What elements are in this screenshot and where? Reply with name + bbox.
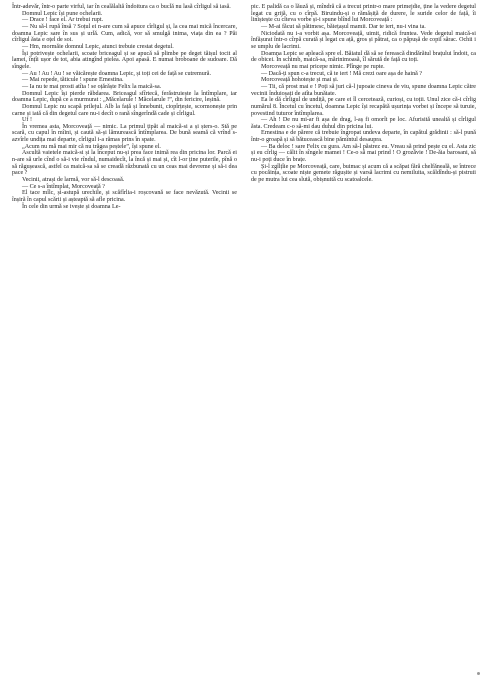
paragraph: Domnul Lepic își pierde răbdarea. Briceagul sfîrtecă, ferăstruiește la întîmplare, iar doamna Lepic, după ce a murmurat : „Măcelarule ! Măcelarule !”, din fericire, leșină. [12, 90, 237, 104]
paragraph: — Au ! Au ! Au ! se văicărește doamna Lepic, și toți cei de față se cutremură. [22, 70, 212, 77]
paragraph: În vremea asta, Morcoveață — nimic. La primul țipăt al maică-si a și șters-o. Stă pe scară, cu capul în mîini, și caută să-și lămurească întîmplarea. De bună seamă că vrînd s-azvîrle undița mai departe, cîrligul i-a rămas prins în spate. [12, 123, 237, 144]
paragraph: Uf ! [22, 117, 32, 124]
paragraph: Își potrivește ochelarii, scoate briceagul și se apucă să plimbe pe deget tăișul tocit al lamei, înțîi ușor de tot, abia atingînd pielea. Apoi apasă. E numai broboane de sudoare. Dă sîngele. [12, 50, 237, 70]
paragraph: — Ce s-a întîmplat, Morcoveață ? [22, 183, 105, 190]
paragraph: În cele din urmă se ivește și doamna Le- [22, 203, 121, 210]
paragraph: „Acum nu mă mai mir că nu trăgea peștele”, își spune el. [22, 143, 161, 150]
paragraph: — M-ai făcut să pătimesc, băiețașul mamii. Dar te iert, nu-i vina ta. [261, 23, 426, 30]
paragraph: — Nu să-l rupă însă ? Soțul ei n-are cum să apuce cîrligul și, la cea mai mică încercare, doamna Lepic sare în sus și urlă. Cum, adică, vor să smulgă inima, viața din ea ? Păi cîrligul ăsta e oțel de soi. [12, 23, 237, 44]
paragraph: El tace mîlc, și-astupă urechile, și scăfîrlia-i roșcovană se face nevăzută. Vecinii se înșiră în capul scării și așteaptă să afle pricina. [12, 190, 237, 204]
paragraph: Morcoveață hohotește și mai și. [261, 77, 339, 84]
paragraph: pic. E palidă ca o lăuză și, mîndră că a trecut printr-o mare primejdie, ține la vedere degetul legat cu grijă, cu o cîrpă. Biruindu-și o rămășiță de durere, le suride celor de față, îi liniștește cu cîteva vorbe și-i spune blînd lui Morcoveață : [251, 4, 476, 24]
paragraph: — Ia nu te mai prosti atîta ! se oțărăște Felix la maică-sa. [22, 83, 162, 90]
paragraph: Ernestina e de părere că trebuie îngropat undeva departe, în capătul grădinii : să-l pună într-o groapă și să bătucească bine pămîntul desaupra. [251, 130, 476, 144]
paragraph: Într-adevăr, într-o parte virful, iar în cealălaltă îndoitura ca o buclă nu lasă cîrligul să iasă. [12, 4, 231, 10]
paragraph: Doamna Lepic se apleacă spre el. Băiatul dă să se ferească dindărătul brațului îndoit, ca de obicei. În schimb, maică-sa, mărinimoasă, îl sărută de față cu toți. [251, 50, 476, 64]
paragraph: — Hm, mormăie domnul Lepic, atunci trebuie crestat degetul. [22, 43, 174, 50]
paragraph: Ea le dă cîrligul de undiță, pe care ei îl cercetează, curioși, cu toții. Unul zice că-i cîrlig numărul 8. Încetul cu încetul, doamna Lepic își recapătă ușurința vorbei și începe să turuie, povestind tuturor întîmplarea. [251, 97, 476, 117]
right-column [251, 4, 476, 681]
left-column [12, 4, 237, 681]
paragraph: — Tii, că prost mai e ! Poți să juri că-l jupoaie cineva de viu, spune doamna Lepic către vecinii înduioșați de atîta bunătate. [251, 83, 476, 97]
paragraph: Vecinii, atrași de larmă, vor să-l descoasă. [22, 177, 125, 184]
paragraph: — Mai repede, tăticule ! spune Ernestina. [22, 77, 124, 84]
paragraph: — Drace ! face el. Ar trebui rupt. [22, 17, 104, 24]
page-mark [477, 672, 480, 675]
paragraph: Domnul Lepic nu scapă prilejul. Alb la față și înnebunit, ciopîrțește, scormonește prin carne și iată că din degetul care nu-i decît o rană sîngerîndă cade și cîrligul. [12, 103, 237, 117]
paragraph: Niciodată nu i-a vorbit așa. Morcoveață, uimit, ridică fruntea. Vede degetul maică-si înfășurat într-o cîrpă curată și legat cu ață, gros și pătrat, ca o păpușă de copil sărac. Ochii i se umplu de lacrimi. [251, 30, 476, 50]
paragraph: Ascultă vaietele maică-si și la început nu-și prea face inimă rea din pricina lor. Parcă ei n-are să urle cînd o să-i vie rîndul, numaidecît, la încă și mai și, cît l-or ține puterile, pînă o să răgușească, astfel ca maică-sa să se creadă răzbunată cu un ceas mai devreme și să-i dea pace ? [12, 150, 237, 177]
paragraph: — Ba deloc ! sare Felix cu gura. Am să-l păstrez eu. Vreau să prind pește cu el. Asta zic și eu cîrlig — călit în sîngele mamei ! Ce-o să mai prind ! O grozăvie ! De-ăia barosani, să nu-i poți duce în brațe. [251, 143, 476, 164]
paragraph: — Dacă-ți spun c-a trecut, că te iert ! Mă crezi oare așa de haină ? [261, 70, 423, 77]
paragraph: Morcoveață nu mai pricepe nimic. Plînge pe rupte. [261, 63, 385, 70]
paragraph: Domnul Lepic își pune ochelarii. [22, 10, 103, 17]
paragraph: Și-l zgîlțîie pe Morcoveață, care, buimac și acum că a scăpat fără chelfăneală, se întrece cu pocăința, scoate niște gemete răgușite și varsă lacrimi cu nemiluita, scăldîndu-și pistruii de pe mutra lui cea slută, obișnuită cu scatoalcele. [251, 163, 476, 184]
paragraph: — Ah ! De nu mi-ar fi așa de drag, l-aș fi omorît pe loc. Afurisită unealtă și cîrligul ăsta. Credeam c-o să-mi dau duhul din pricina lui. [251, 117, 476, 130]
